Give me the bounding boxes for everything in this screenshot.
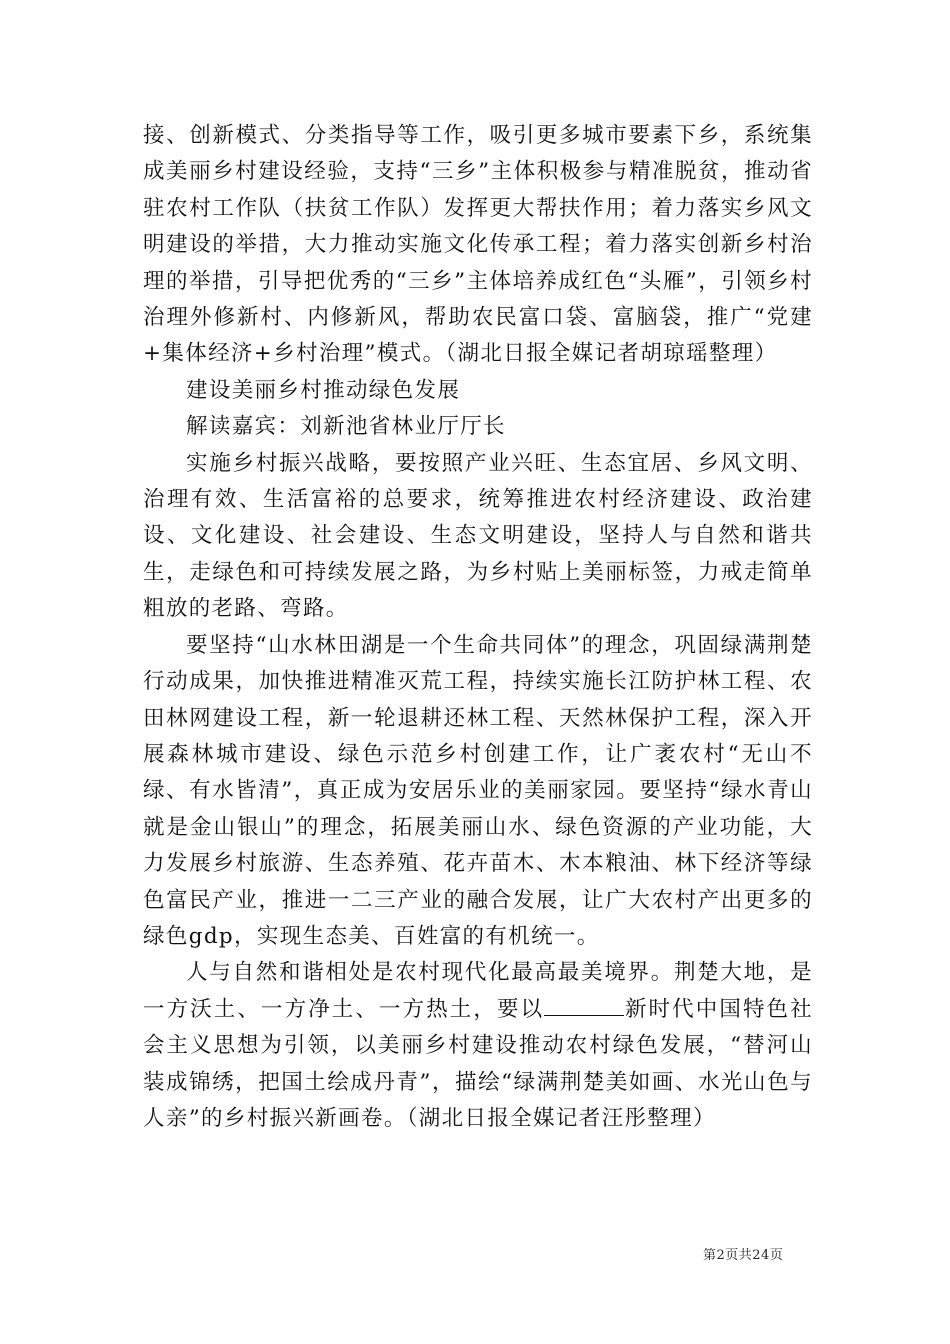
page-number-footer: 第2页共24页 bbox=[703, 1248, 784, 1263]
guest-line: 解读嘉宾：刘新池省林业厅厅长 bbox=[186, 414, 506, 440]
closing-text-before-blank: 人与自然和谐相处是农村现代化最高最美境界。荆楚大地，是一方沃土、一方净土、一方热土，要以 bbox=[143, 960, 813, 1022]
blank-underline bbox=[544, 993, 624, 1016]
section-heading: 建设美丽乡村推动绿色发展 bbox=[186, 377, 461, 403]
paragraph-strategy: 实施乡村振兴战略，要按照产业兴旺、生态宜居、乡风文明、治理有效、生活富裕的总要求，统筹推进农村经济建设、政治建设、文化建设、社会建设、生态文明建设，坚持人与自然和谐共生，走绿色和可持续发展之路，为乡村贴上美丽标签，力戒走简单粗放的老路、弯路。 bbox=[143, 450, 813, 622]
paragraph-continuation: 接、创新模式、分类指导等工作，吸引更多城市要素下乡，系统集成美丽乡村建设经验，支持“三乡”主体积极参与精准脱贫，推动省驻农村工作队（扶贫工作队）发挥更大帮扶作用；着力落实乡风文明建设的举措，大力推动实施文化传承工程；着力落实创新乡村治理的举措，引导把优秀的“三乡”主体培养成红色“头雁”，引领乡村治理外修新村、内修新风，帮助农民富口袋、富脑袋，推广“党建+集体经济+乡村治理”模式。（湖北日报全媒记者胡琼瑶整理） bbox=[143, 123, 813, 367]
document-body bbox=[143, 118, 813, 1137]
paragraph-ecology: 要坚持“山水林田湖是一个生命共同体”的理念，巩固绿满荆楚行动成果，加快推进精准灭荒工程，持续实施长江防护林工程、农田林网建设工程，新一轮退耕还林工程、天然林保护工程，深入开展森林城市建设、绿色示范乡村创建工作，让广袤农村“无山不绿、有水皆清”，真正成为安居乐业的美丽家园。要坚持“绿水青山就是金山银山”的理念，拓展美丽山水、绿色资源的产业功能，大力发展乡村旅游、生态养殖、花卉苗木、木本粮油、林下经济等绿色富民产业，推进一二三产业的融合发展，让广大农村产出更多的绿色gdp，实现生态美、百姓富的有机统一。 bbox=[143, 632, 813, 949]
closing-text-after-blank: 新时代中国特色社会主义思想为引领，以美丽乡村建设推动农村绿色发展，“替河山装成锦绣，把国土绘成丹青”，描绘“绿满荆楚美如画、水光山色与人亲”的乡村振兴新画卷。（湖北日报全媒记者汪彤整理） bbox=[143, 996, 813, 1131]
paragraph-closing bbox=[143, 955, 813, 1137]
